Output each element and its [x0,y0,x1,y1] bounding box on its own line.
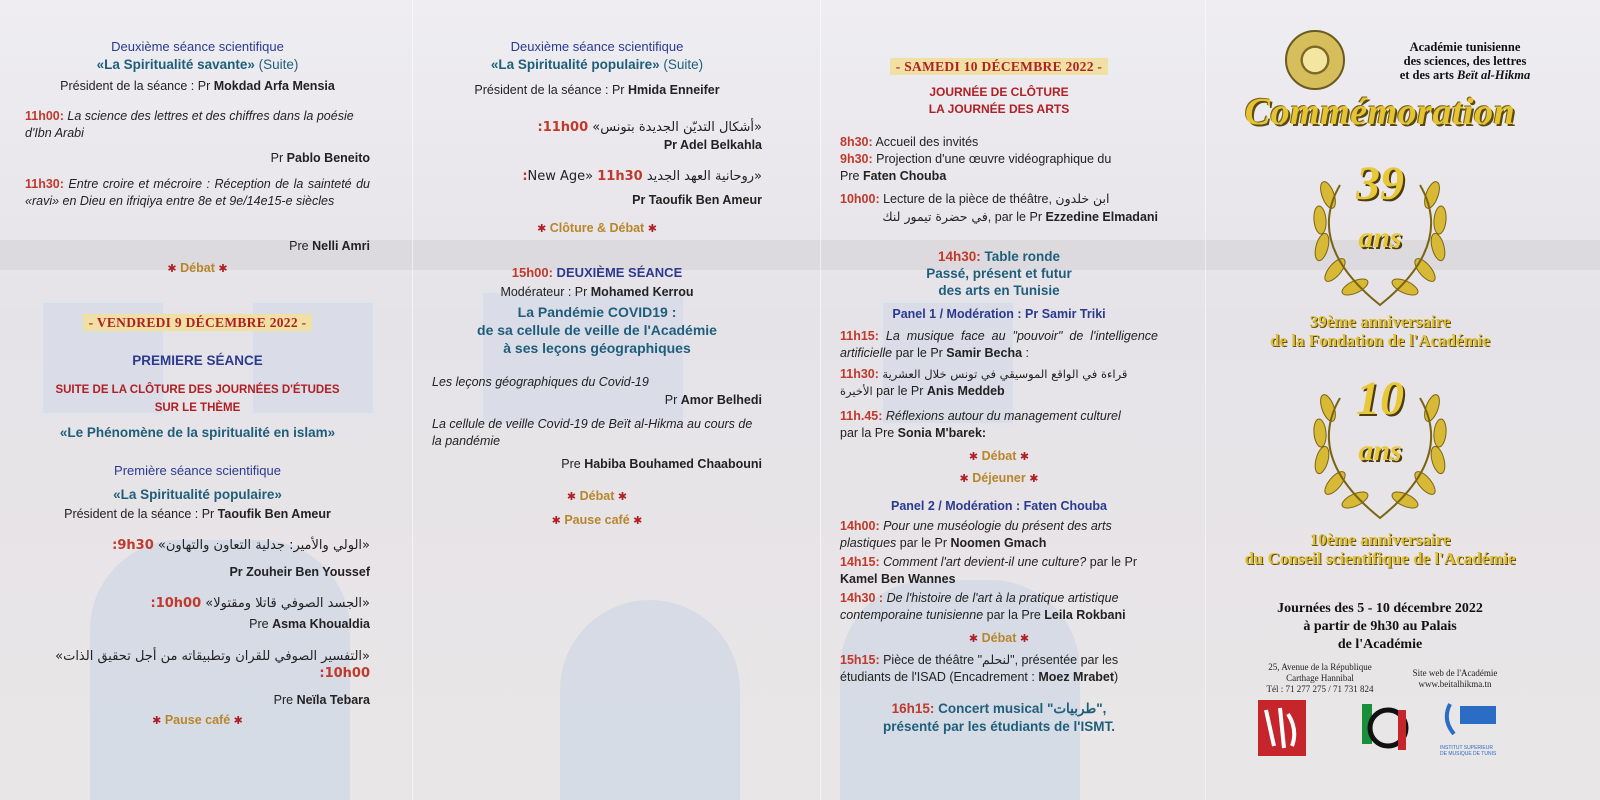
partner-logo-isad [1360,700,1412,756]
academy-name: Académie tunisienne des sciences, des lettres et des arts Beït al-Hikma [1399,40,1531,82]
session-theme: «La Spiritualité populaire» (Suite) [490,57,704,72]
session-title: Deuxième séance scientifique [510,39,684,54]
program-item: 10h00: Lecture de la pièce de théâtre, ابن خلدون [840,191,1110,206]
program-item: 9h30: Projection d'une œuvre vidéographique du [840,152,1112,166]
speaker: Pre Habiba Bouhamed Chaabouni [561,457,762,471]
calligraphy-icon [1258,700,1306,756]
debat-label: ✱ Débat ✱ [566,489,628,503]
talk-item: «أشكال التديّن الجديدة بتونس» 11h00: [537,120,762,135]
premiere-seance: PREMIERE SÉANCE [132,353,263,368]
moderator: Modérateur : Pr Mohamed Kerrou [500,285,694,299]
panel-3 [840,0,1158,800]
talk-item: La cellule de veille Covid-19 de Beït al-Hikma au cours de la pandémie [432,417,753,448]
pause-label: ✱ Pause café ✱ [152,713,243,727]
program-item: 8h30: Accueil des invités [840,135,979,149]
date-banner: - SAMEDI 10 DÉCEMBRE 2022 - [840,58,1158,76]
cloture-title: LA JOURNÉE DES ARTS [928,102,1070,116]
debat-label: ✱ Débat ✱ [968,449,1030,463]
partner-logo-red [1258,700,1306,756]
pandemie-title: La Pandémie COVID19 : [517,304,677,320]
panel-label: Panel 2 / Modération : Faten Chouba [891,499,1107,513]
concert: présenté par les étudiants de l'ISMT. [882,719,1116,734]
speaker: Pr Pablo Beneito [270,151,370,165]
debat-label: ✱ Débat ✱ [167,261,228,275]
talk-item: 11h30: Entre croire et mécroire : Réception de la sainteté du «ravi» en Dieu en ifriqiya entre 8e et 9e/14e15-e siècles [25,177,370,208]
commemoration-title: Commémoration [1244,91,1516,133]
academy-address: 25, Avenue de la République Carthage Hannibal Tél : 71 277 275 / 71 731 824 [1266,662,1374,694]
talk-item: «الجسد الصوفي قاتلا ومقتولا» 10h00: [150,596,370,611]
academy-logo [1285,30,1345,90]
laurel-wreath-10: 10 ans [1300,378,1460,528]
program-item: Pre Faten Chouba [840,169,947,183]
talk-item: «التفسير الصوفي للقران وتطبيقاته من أجل تحقيق الذات» 10h00: [55,649,370,681]
anniversary-text: 10ème anniversaire du Conseil scientifique de l'Académie [1244,530,1516,568]
session-title: Deuxième séance scientifique [111,39,284,54]
pause-label: ✱ Pause café ✱ [551,513,643,527]
speaker: Pr Zouheir Ben Youssef [229,565,370,579]
suite-line: SUITE DE LA CLÔTURE DES JOURNÉES D'ÉTUDES [55,384,340,396]
session-theme: «La Spiritualité populaire» [113,487,282,502]
isad-icon [1360,700,1412,756]
table-ronde: 14h30: Table ronde [937,249,1061,264]
panel-label: Panel 1 / Modération : Pr Samir Triki [892,307,1106,321]
program-item: 14h15: Comment l'art devient-il une culture? par le Pr Kamel Ben Wannes [840,555,1137,586]
debat-label: ✱ Débat ✱ [968,631,1030,645]
cloture-title: JOURNÉE DE CLÔTURE [929,85,1069,99]
laurel-wreath-39: 39 ans [1300,165,1460,315]
speaker: Pr Amor Belhedi [664,393,762,407]
panel-1 [25,0,370,800]
speaker: Pre Nelli Amri [289,239,370,253]
dejeuner-label: ✱ Déjeuner ✱ [959,471,1039,485]
suite-line: SUR LE THÈME [154,402,241,414]
speaker: Pre Asma Khoualdia [249,617,370,631]
event-dates: Journées des 5 - 10 décembre 2022 à partir de 9h30 au Palais de l'Académie [1277,601,1483,652]
program-item: 14h00: Pour une muséologie du présent des arts plastiques par le Pr Noomen Gmach [840,519,1112,550]
date-banner: - VENDREDI 9 DÉCEMBRE 2022 - [25,314,370,332]
pandemie-title: à ses leçons géographiques [503,340,691,356]
program-item: في حضرة تيمور لنك, par le Pr Ezzedine Elmadani [882,209,1158,224]
program-item: par la Pre Sonia M'barek: [840,426,987,440]
deuxieme-seance: 15h00: DEUXIÈME SÉANCE [511,265,683,280]
panel-2 [432,0,762,800]
talk-item: 11h00: La science des lettres et des chiffres dans la poésie d'Ibn Arabi [25,109,354,140]
academy-website: Site web de l'Académie www.beitalhikma.tn [1412,668,1498,689]
music-note-icon [1440,700,1500,740]
panel-4-cover [1230,0,1590,800]
session-theme: «La Spiritualité savante» (Suite) [96,57,299,72]
table-ronde: des arts en Tunisie [938,283,1060,298]
table-ronde: Passé, présent et futur [926,266,1072,281]
cloture-label: ✱ Clôture & Débat ✱ [537,221,657,235]
session-president: Président de la séance : Pr Mokdad Arfa Mensia [60,79,335,93]
program-item: 14h30 : De l'histoire de l'art à la pratique artistique contemporaine tunisienne par la Pre Leila Rokbani [840,591,1126,622]
speaker: Pr Taoufik Ben Ameur [632,193,762,207]
partner-logo-ismt: INSTITUT SUPERIEUR DE MUSIQUE DE TUNIS [1440,700,1500,756]
talk-item: «روحانية العهد الجديد New Age» 11h30: [522,169,762,184]
concert: 16h15: Concert musical "طربيات", [891,701,1107,716]
program-item: 11h.45: Réflexions autour du management culturel [840,409,1121,423]
session-president: Président de la séance : Pr Taoufik Ben Ameur [64,507,331,521]
theme-title: «Le Phénomène de la spiritualité en islam» [59,425,336,440]
talk-item: «الولي والأمير: جدلية التعاون والتهاون» 9h30: [112,538,370,553]
talk-item: Les leçons géographiques du Covid-19 [432,375,649,389]
program-item: 15h15: Pièce de théâtre "لنحلم", présentée par les étudiants de l'ISAD (Encadrement : Moez Mrabet) [840,653,1119,684]
speaker: Pre Neïla Tebara [273,693,370,707]
speaker: Pr Adel Belkahla [663,138,762,152]
program-item: 11h30: قراءة في الواقع الموسيقي في تونس خلال العشرية الأخيرة par le Pr Anis Meddeb [840,367,1128,398]
pandemie-title: de sa cellule de veille de l'Académie [477,322,717,338]
session-title: Première séance scientifique [114,463,281,478]
session-president: Président de la séance : Pr Hmida Enneifer [474,83,720,97]
anniversary-text: 39ème anniversaire de la Fondation de l'Académie [1269,312,1491,350]
program-item: 11h15: La musique face au "pouvoir" de l'intelligence artificielle par le Pr Samir Becha : [840,329,1158,360]
